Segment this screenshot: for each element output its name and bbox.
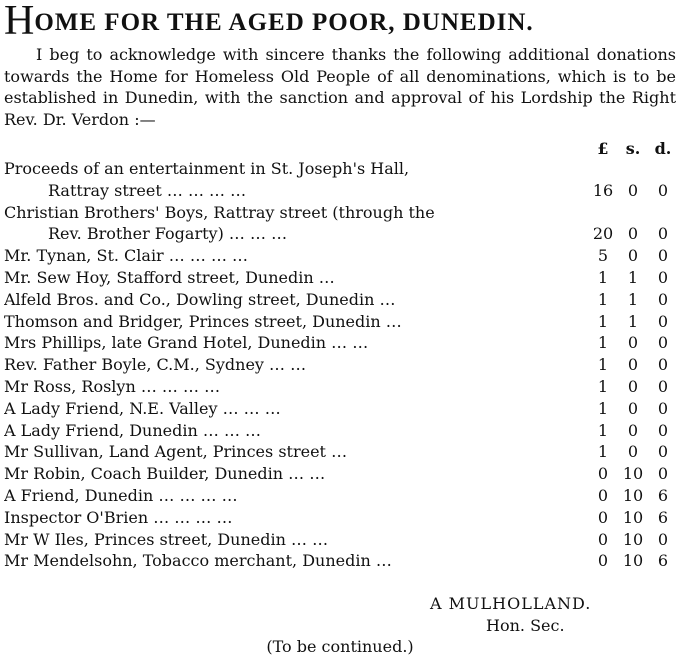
donor-description: Mr W Iles, Princes street, Dunedin … …: [4, 529, 329, 549]
signature-block: [430, 593, 591, 637]
pence-header: d.: [654, 139, 672, 158]
pounds-amount: 0: [597, 464, 609, 484]
pounds-amount: 0: [597, 529, 609, 549]
donor-description: Alfeld Bros. and Co., Dowling street, Dunedin …: [4, 289, 396, 309]
shillings-amount: 0: [627, 180, 639, 200]
ledger-row: [4, 158, 676, 180]
pounds-amount: 1: [597, 333, 609, 353]
donations-ledger: [4, 138, 676, 572]
pence-amount: 0: [657, 420, 669, 440]
donor-description: Mr Mendelsohn, Tobacco merchant, Dunedin …: [4, 551, 392, 571]
pounds-amount: 5: [597, 246, 609, 266]
donor-description: Christian Brothers' Boys, Rattray street (through the: [4, 202, 435, 222]
ledger-row: [4, 485, 676, 507]
donor-description: A Lady Friend, Dunedin … … …: [4, 420, 262, 440]
donor-description: Mr. Sew Hoy, Stafford street, Dunedin …: [4, 267, 335, 287]
shillings-amount: 0: [627, 224, 639, 244]
donor-description: Thomson and Bridger, Princes street, Dunedin …: [4, 311, 402, 331]
intro-paragraph: I beg to acknowledge with sincere thanks the following additional donations towards the Home for Homeless Old People of all denominations, which is to be established in Dunedin, with the sanction and approval of his Lordship the Right Rev. Dr. Verdon :—: [4, 45, 676, 129]
pounds-amount: 0: [597, 485, 609, 505]
ledger-row: [4, 441, 676, 463]
ledger-row: [4, 550, 676, 572]
ledger-row: [4, 420, 676, 442]
continued-note: (To be continued.): [266, 637, 414, 656]
pence-amount: 0: [657, 464, 669, 484]
shillings-amount: 0: [627, 333, 639, 353]
donor-description: Mr Ross, Roslyn … … … …: [4, 376, 221, 396]
pounds-amount: 16: [592, 180, 614, 200]
pence-amount: 0: [657, 311, 669, 331]
shillings-amount: 10: [622, 464, 644, 484]
pence-amount: 0: [657, 398, 669, 418]
ledger-rows: [4, 158, 676, 572]
pounds-amount: 0: [597, 551, 609, 571]
signatory-role: Hon. Sec.: [486, 616, 565, 635]
ledger-row: [4, 354, 676, 376]
ledger-row: [4, 245, 676, 267]
donor-description: Rev. Father Boyle, C.M., Sydney … …: [4, 355, 307, 375]
shillings-amount: 1: [627, 311, 639, 331]
pence-amount: 0: [657, 180, 669, 200]
shillings-amount: 0: [627, 246, 639, 266]
pence-amount: 0: [657, 246, 669, 266]
pence-amount: 0: [657, 376, 669, 396]
ledger-row: [4, 376, 676, 398]
donor-description: A Friend, Dunedin … … … …: [4, 485, 238, 505]
pence-amount: 0: [657, 529, 669, 549]
ledger-row: [4, 267, 676, 289]
shillings-amount: 0: [627, 442, 639, 462]
shillings-amount: 1: [627, 267, 639, 287]
donor-description: Mrs Phillips, late Grand Hotel, Dunedin … …: [4, 333, 369, 353]
ledger-row: [4, 507, 676, 529]
donor-description: A Lady Friend, N.E. Valley … … …: [4, 398, 281, 418]
pence-amount: 0: [657, 442, 669, 462]
pounds-amount: 1: [597, 355, 609, 375]
pounds-amount: 1: [597, 376, 609, 396]
shillings-amount: 0: [627, 420, 639, 440]
shillings-amount: 10: [622, 507, 644, 527]
shillings-header: s.: [625, 139, 641, 158]
donor-description: Inspector O'Brien … … … …: [4, 507, 233, 527]
shillings-amount: 1: [627, 289, 639, 309]
pounds-header: £: [597, 139, 609, 158]
pence-amount: 0: [657, 333, 669, 353]
pounds-amount: 1: [597, 442, 609, 462]
pence-amount: 6: [657, 507, 669, 527]
pence-amount: 0: [657, 224, 669, 244]
shillings-amount: 0: [627, 355, 639, 375]
pounds-amount: 20: [592, 224, 614, 244]
ledger-row: [4, 398, 676, 420]
shillings-amount: 10: [622, 485, 644, 505]
notice-title: [4, 0, 676, 44]
donor-description: Mr Robin, Coach Builder, Dunedin … …: [4, 464, 326, 484]
ledger-row: [4, 202, 676, 224]
pounds-amount: 0: [597, 507, 609, 527]
pence-amount: 0: [657, 355, 669, 375]
shillings-amount: 0: [627, 398, 639, 418]
pence-amount: 0: [657, 289, 669, 309]
donor-description: Rattray street … … … …: [48, 180, 247, 200]
ledger-row: [4, 332, 676, 354]
signatory-name: A MULHOLLAND.: [430, 594, 592, 613]
ledger-row: [4, 289, 676, 311]
title-text: OME FOR THE AGED POOR, DUNEDIN.: [34, 9, 534, 36]
ledger-row: [4, 311, 676, 333]
ledger-row: [4, 463, 676, 485]
title-drop-letter: H: [4, 0, 35, 44]
ledger-header: [4, 138, 676, 158]
pounds-amount: 1: [597, 398, 609, 418]
pence-amount: 0: [657, 267, 669, 287]
ledger-row: [4, 223, 676, 245]
ledger-row: [4, 529, 676, 551]
ledger-row: [4, 180, 676, 202]
pounds-amount: 1: [597, 267, 609, 287]
shillings-amount: 10: [622, 551, 644, 571]
pounds-amount: 1: [597, 311, 609, 331]
donor-description: Mr. Tynan, St. Clair … … … …: [4, 246, 249, 266]
donor-description: Proceeds of an entertainment in St. Joseph's Hall,: [4, 159, 410, 178]
pence-amount: 6: [657, 485, 669, 505]
pence-amount: 6: [657, 551, 669, 571]
donor-description: Rev. Brother Fogarty) … … …: [48, 224, 288, 244]
pounds-amount: 1: [597, 289, 609, 309]
donor-description: Mr Sullivan, Land Agent, Princes street …: [4, 442, 348, 462]
shillings-amount: 10: [622, 529, 644, 549]
pounds-amount: 1: [597, 420, 609, 440]
shillings-amount: 0: [627, 376, 639, 396]
